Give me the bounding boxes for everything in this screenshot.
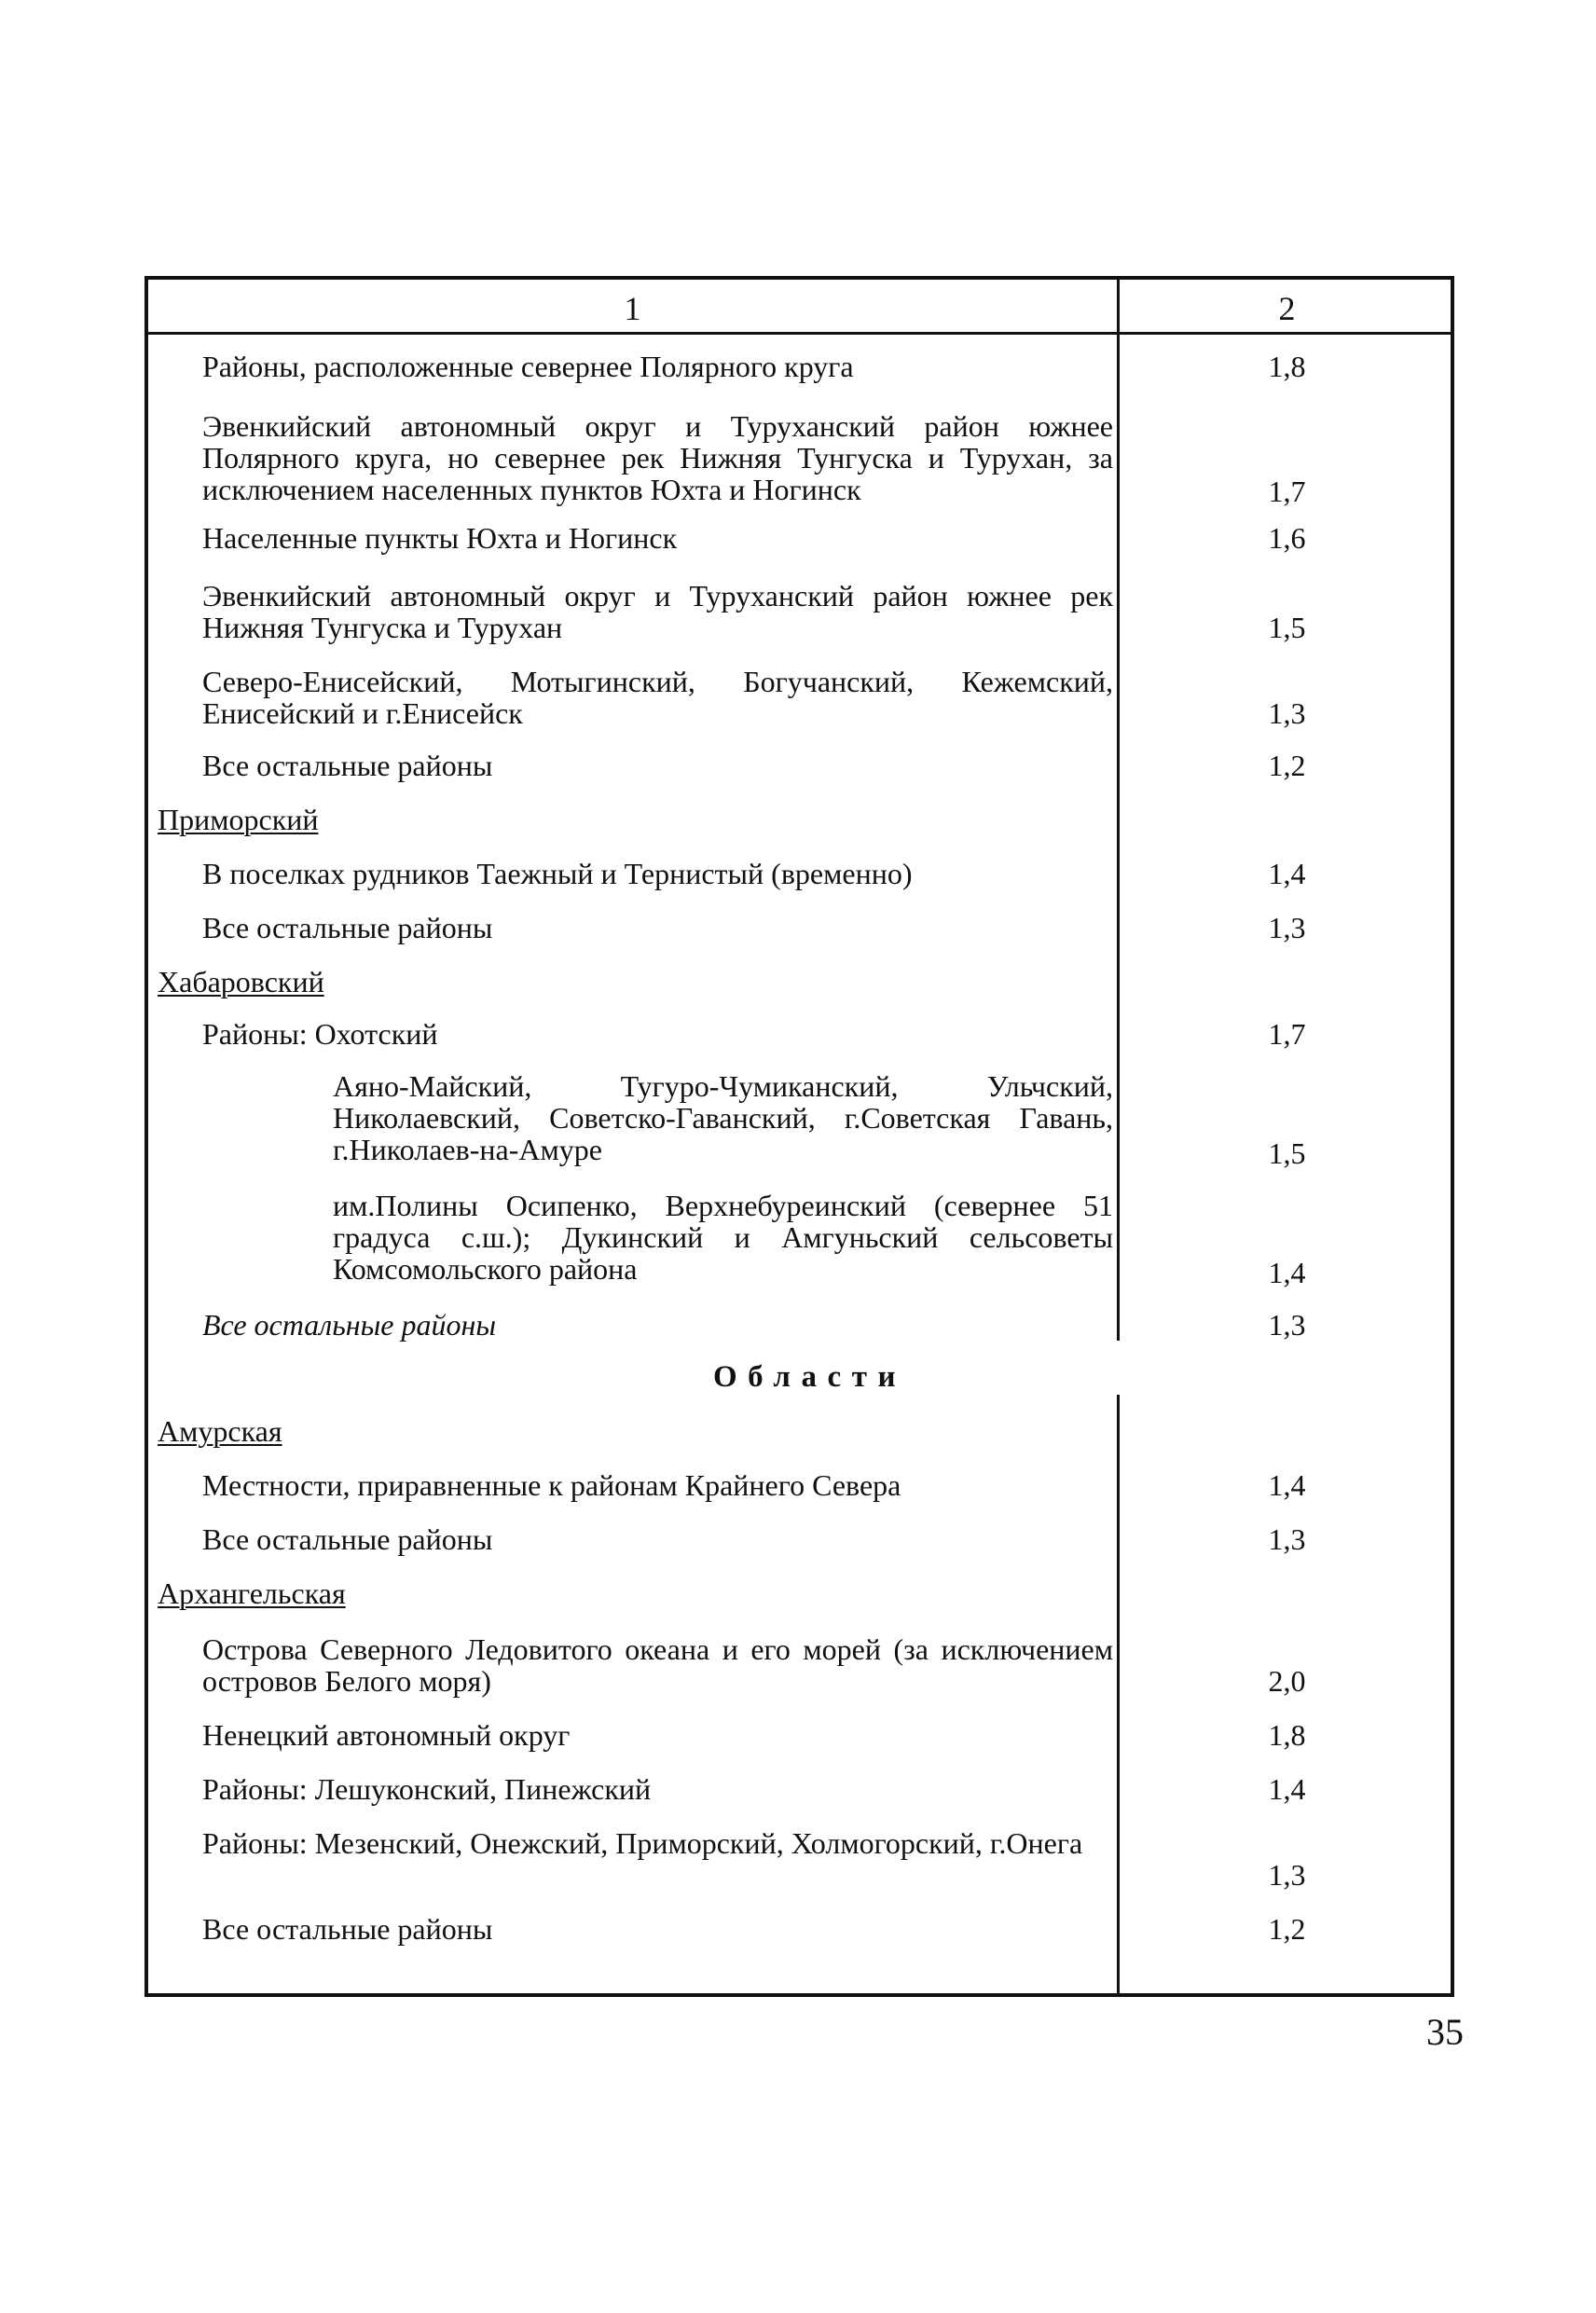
row-value: 1,2 xyxy=(1268,1912,1306,1946)
table-row xyxy=(148,1468,1306,1507)
row-text: Все остальные районы xyxy=(202,911,493,944)
table-row xyxy=(148,1017,1306,1055)
row-value: 1,6 xyxy=(1268,521,1306,555)
row-value: 1,4 xyxy=(1268,1256,1306,1289)
row-text: Все остальные районы xyxy=(202,1522,493,1556)
table-row xyxy=(148,1826,1306,1894)
section-heading xyxy=(148,1361,1117,1398)
table-row xyxy=(148,1632,1306,1700)
row-value: 1,3 xyxy=(1268,1858,1306,1892)
region-heading xyxy=(148,1415,1117,1453)
region-heading xyxy=(148,966,1117,1003)
table-row xyxy=(148,749,1306,787)
header-divider xyxy=(148,332,1451,335)
row-value: 1,3 xyxy=(1268,911,1306,944)
row-text: Эвенкийский автономный округ и Туруханский район южнее Полярного круга, но севернее рек Нижняя Тунгуска и Турухан, за исключением населенных пунктов Юхта и Ногинск xyxy=(202,409,1113,506)
row-text: Районы, расположенные севернее Полярного круга xyxy=(202,350,854,383)
row-value: 1,4 xyxy=(1268,1772,1306,1806)
table-row xyxy=(148,1912,1306,1950)
row-value: 1,5 xyxy=(1268,1136,1306,1170)
region-heading xyxy=(148,1577,1117,1615)
row-text: Районы: Лешуконский, Пинежский xyxy=(202,1772,652,1806)
row-value: 1,8 xyxy=(1268,350,1306,383)
table-row xyxy=(148,1308,1306,1346)
row-text: Аяно-Майский, Тугуро-Чумиканский, Ульчский, Николаевский, Советско-Гаванский, г.Советская Гавань, г.Николаев-на-Амуре xyxy=(333,1069,1113,1166)
row-text: Все остальные районы xyxy=(202,1308,497,1342)
row-text: Эвенкийский автономный округ и Туруханский район южнее рек Нижняя Тунгуска и Турухан xyxy=(202,579,1113,644)
coefficient-table xyxy=(144,276,1454,1997)
table-row xyxy=(148,1718,1306,1756)
table-row xyxy=(148,521,1306,559)
region-heading-text: Амурская xyxy=(158,1414,282,1448)
table-row xyxy=(148,1522,1306,1561)
column-divider-upper xyxy=(1117,280,1120,1341)
table-row xyxy=(148,1189,1306,1292)
row-text: Острова Северного Ледовитого океана и его морей (за исключением островов Белого моря) xyxy=(202,1632,1113,1698)
row-value: 1,4 xyxy=(1268,1468,1306,1502)
table-row xyxy=(148,1069,1306,1173)
row-value: 1,5 xyxy=(1268,611,1306,644)
section-heading-text: Области xyxy=(712,1360,907,1394)
row-value: 1,7 xyxy=(1268,1017,1306,1051)
row-text: Районы: Мезенский, Онежский, Приморский, Холмогорский, г.Онега xyxy=(202,1826,1083,1860)
table-row xyxy=(148,911,1306,949)
row-value: 1,4 xyxy=(1268,857,1306,890)
table-row xyxy=(148,409,1306,513)
row-text: Районы: Охотский xyxy=(202,1017,438,1051)
row-value: 1,8 xyxy=(1268,1718,1306,1752)
row-value: 1,3 xyxy=(1268,1308,1306,1342)
row-text: Северо-Енисейский, Мотыгинский, Богучанский, Кежемский, Енисейский и г.Енисейск xyxy=(202,665,1113,730)
row-value: 1,3 xyxy=(1268,1522,1306,1556)
row-text: Местности, приравненные к районам Крайнего Севера xyxy=(202,1468,901,1502)
row-text: Населенные пункты Юхта и Ногинск xyxy=(202,521,678,555)
region-heading xyxy=(148,804,1117,841)
table-row xyxy=(148,579,1306,647)
row-text: Все остальные районы xyxy=(202,1912,493,1946)
table-row xyxy=(148,1772,1306,1810)
row-value: 2,0 xyxy=(1268,1664,1306,1698)
row-text: В поселках рудников Таежный и Тернистый (временно) xyxy=(202,857,913,890)
table-row xyxy=(148,857,1306,895)
row-value: 1,2 xyxy=(1268,749,1306,782)
row-text: Ненецкий автономный округ xyxy=(202,1718,571,1752)
column-1-header: 1 xyxy=(624,290,641,327)
table-row xyxy=(148,665,1306,733)
page-number: 35 xyxy=(1426,2011,1464,2053)
row-value: 1,3 xyxy=(1268,696,1306,730)
row-text: им.Полины Осипенко, Верхнебуреинский (севернее 51 градуса с.ш.); Дукинский и Амгуньский сельсоветы Комсомольского района xyxy=(333,1189,1113,1286)
region-heading-text: Архангельская xyxy=(158,1576,346,1610)
region-heading-text: Хабаровский xyxy=(158,965,324,998)
region-heading-text: Приморский xyxy=(158,803,319,836)
row-value: 1,7 xyxy=(1268,475,1306,508)
row-text: Все остальные районы xyxy=(202,749,493,782)
column-2-header: 2 xyxy=(1278,290,1296,327)
table-row xyxy=(148,350,1306,388)
